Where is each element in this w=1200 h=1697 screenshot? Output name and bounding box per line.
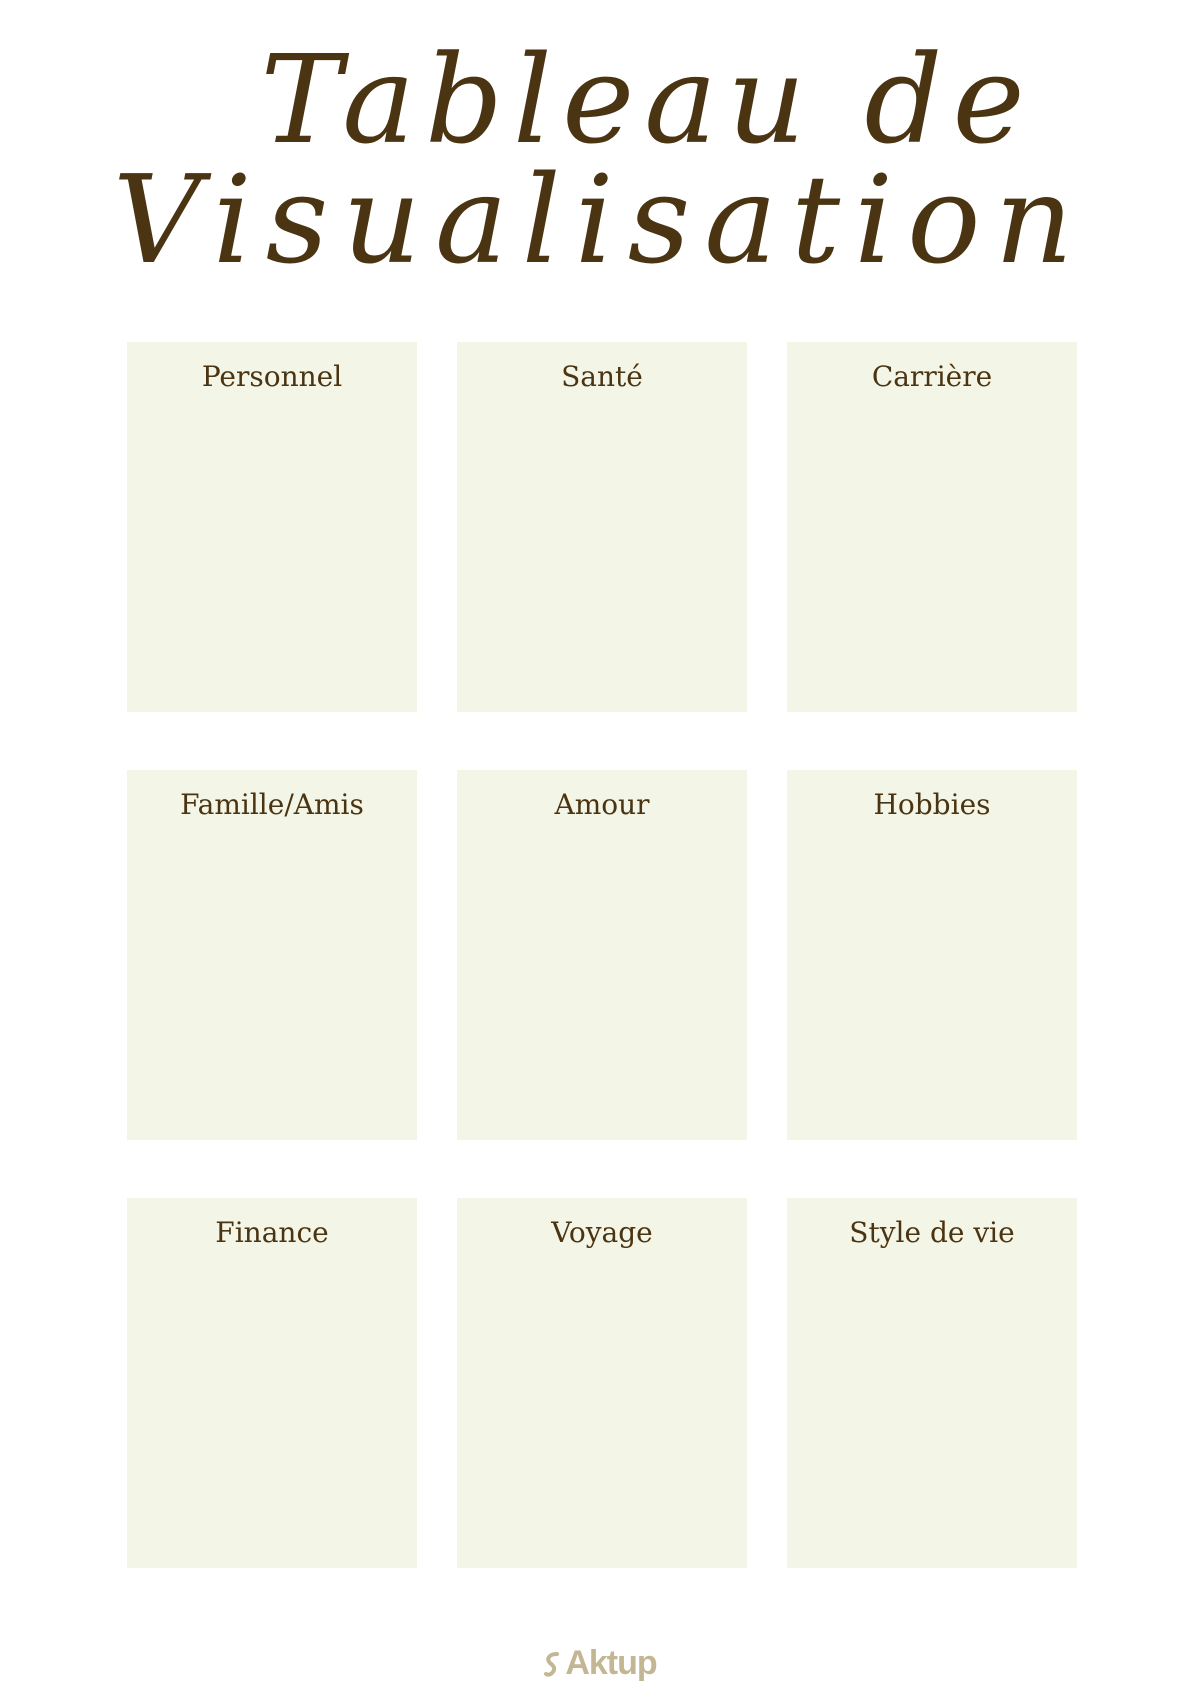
page-title-line-1: Tableau de bbox=[260, 29, 1035, 171]
section-card-personnel[interactable] bbox=[127, 342, 417, 712]
section-label: Famille/Amis bbox=[180, 788, 364, 821]
section-card-style-de-vie[interactable] bbox=[787, 1198, 1077, 1568]
section-label: Santé bbox=[561, 360, 643, 393]
section-card-hobbies[interactable] bbox=[787, 770, 1077, 1140]
section-card-carriere[interactable] bbox=[787, 342, 1077, 712]
section-label: Style de vie bbox=[849, 1216, 1015, 1249]
aktup-logo-icon bbox=[543, 1651, 561, 1677]
section-label: Voyage bbox=[551, 1216, 653, 1249]
section-card-amour[interactable] bbox=[457, 770, 747, 1140]
section-label: Amour bbox=[554, 788, 650, 821]
section-label: Carrière bbox=[871, 360, 993, 393]
brand-name: Aktup bbox=[565, 1644, 657, 1682]
vision-board-grid bbox=[127, 342, 1077, 1568]
section-label: Hobbies bbox=[873, 788, 991, 821]
section-card-sante[interactable] bbox=[457, 342, 747, 712]
section-card-voyage[interactable] bbox=[457, 1198, 747, 1568]
brand-logo bbox=[0, 1640, 1200, 1686]
section-card-famille-amis[interactable] bbox=[127, 770, 417, 1140]
page-title-line-2: Visualisation bbox=[112, 149, 1088, 291]
section-card-finance[interactable] bbox=[127, 1198, 417, 1568]
section-label: Personnel bbox=[201, 360, 343, 393]
section-label: Finance bbox=[215, 1216, 329, 1249]
